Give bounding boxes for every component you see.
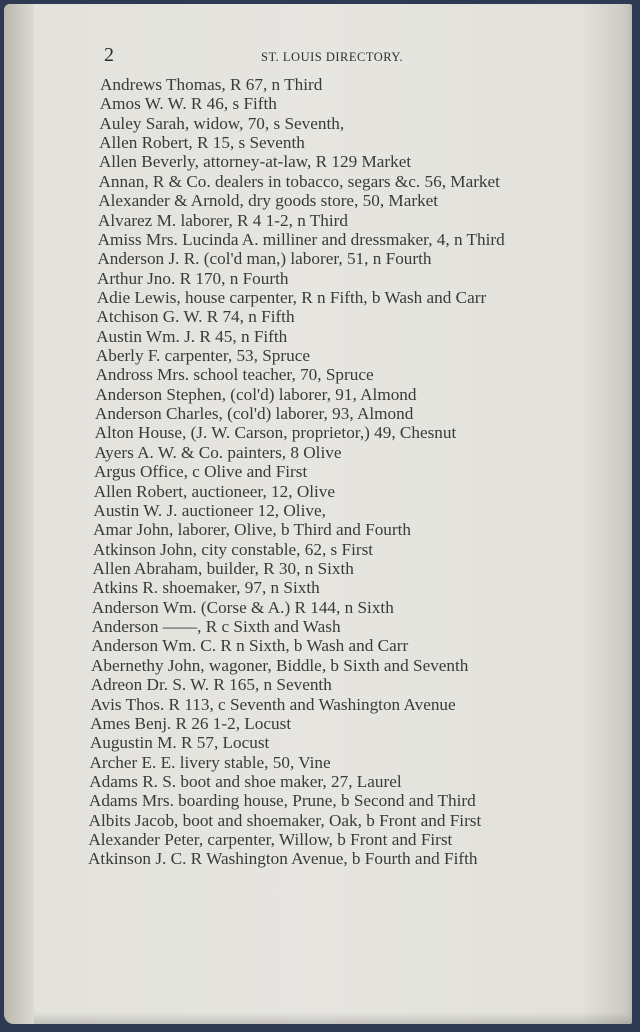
directory-entry: Auley Sarah, widow, 70, s Seventh, [99, 113, 345, 133]
directory-entry: Alton House, (J. W. Carson, proprietor,) 49, Chesnut [94, 423, 457, 443]
directory-entry: Amos W. W. R 46, s Fifth [99, 94, 277, 114]
page-edge [4, 4, 34, 1024]
directory-entry: Atkinson J. C. R Washington Avenue, b Fourth and Fifth [88, 849, 478, 869]
directory-entries [88, 75, 602, 869]
directory-entry: Atkins R. shoemaker, 97, n Sixth [92, 578, 320, 598]
directory-entry: Anderson Wm. (Corse & A.) R 144, n Sixth [91, 597, 394, 617]
directory-entry: Atkinson John, city constable, 62, s First [92, 539, 374, 559]
directory-entry: Atchison G. W. R 74, n Fifth [96, 307, 295, 327]
directory-entry: Adams R. S. boot and shoe maker, 27, Laurel [89, 771, 402, 791]
directory-entry: Austin Wm. J. R 45, n Fifth [96, 326, 288, 346]
directory-entry: Andross Mrs. school teacher, 70, Spruce [95, 365, 374, 385]
directory-entry: Adie Lewis, house carpenter, R n Fifth, b Wash and Carr [96, 287, 487, 307]
directory-entry: Allen Robert, R 15, s Seventh [99, 133, 305, 153]
directory-entry: Albits Jacob, boot and shoemaker, Oak, b Front and First [88, 810, 482, 830]
directory-entry: Aberly F. carpenter, 53, Spruce [95, 346, 310, 366]
directory-entry: Anderson ——, R c Sixth and Wash [91, 617, 341, 637]
directory-entry: Anderson Charles, (col'd) laborer, 93, Almond [94, 404, 414, 424]
directory-entry: Andrews Thomas, R 67, n Third [100, 75, 323, 94]
directory-entry: Abernethy John, wagoner, Biddle, b Sixth and Seventh [91, 655, 469, 675]
directory-entry: Augustin M. R 57, Locust [89, 733, 270, 753]
directory-page [4, 4, 632, 1024]
page-number: 2 [104, 44, 114, 66]
directory-entry: Amiss Mrs. Lucinda A. milliner and dressmaker, 4, n Third [97, 229, 505, 249]
directory-entry: Alexander & Arnold, dry goods store, 50, Market [98, 191, 439, 211]
directory-entry: Ames Benj. R 26 1-2, Locust [90, 713, 292, 733]
directory-entry: Alexander Peter, carpenter, Willow, b Front and First [88, 830, 453, 850]
directory-entry: Adreon Dr. S. W. R 165, n Seventh [90, 675, 332, 695]
directory-entry: Allen Abraham, builder, R 30, n Sixth [92, 558, 354, 578]
directory-entry: Adams Mrs. boarding house, Prune, b Second and Third [88, 791, 476, 811]
directory-entry: Allen Beverly, attorney-at-law, R 129 Market [98, 152, 412, 172]
directory-entry: Avis Thos. R 113, c Seventh and Washington Avenue [90, 694, 456, 714]
directory-entry: Arthur Jno. R 170, n Fourth [97, 268, 289, 288]
directory-entry: Amar John, laborer, Olive, b Third and Fourth [93, 520, 411, 540]
directory-entry: Anderson J. R. (col'd man,) laborer, 51, n Fourth [97, 249, 432, 269]
directory-entry: Anderson Wm. C. R n Sixth, b Wash and Carr [91, 636, 409, 656]
directory-entry: Ayers A. W. & Co. painters, 8 Olive [94, 442, 342, 462]
directory-entry: Anderson Stephen, (col'd) laborer, 91, Almond [95, 384, 417, 404]
running-title: ST. LOUIS DIRECTORY. [261, 50, 403, 64]
directory-entry: Alvarez M. laborer, R 4 1-2, n Third [97, 210, 348, 230]
directory-entry: Argus Office, c Olive and First [94, 462, 308, 482]
directory-entry: Archer E. E. livery stable, 50, Vine [89, 752, 331, 772]
directory-entry: Austin W. J. auctioneer 12, Olive, [93, 500, 326, 520]
directory-entry: Allen Robert, auctioneer, 12, Olive [93, 481, 335, 501]
directory-entry: Annan, R & Co. dealers in tobacco, segars &c. 56, Market [98, 171, 500, 191]
page-header [104, 44, 612, 68]
